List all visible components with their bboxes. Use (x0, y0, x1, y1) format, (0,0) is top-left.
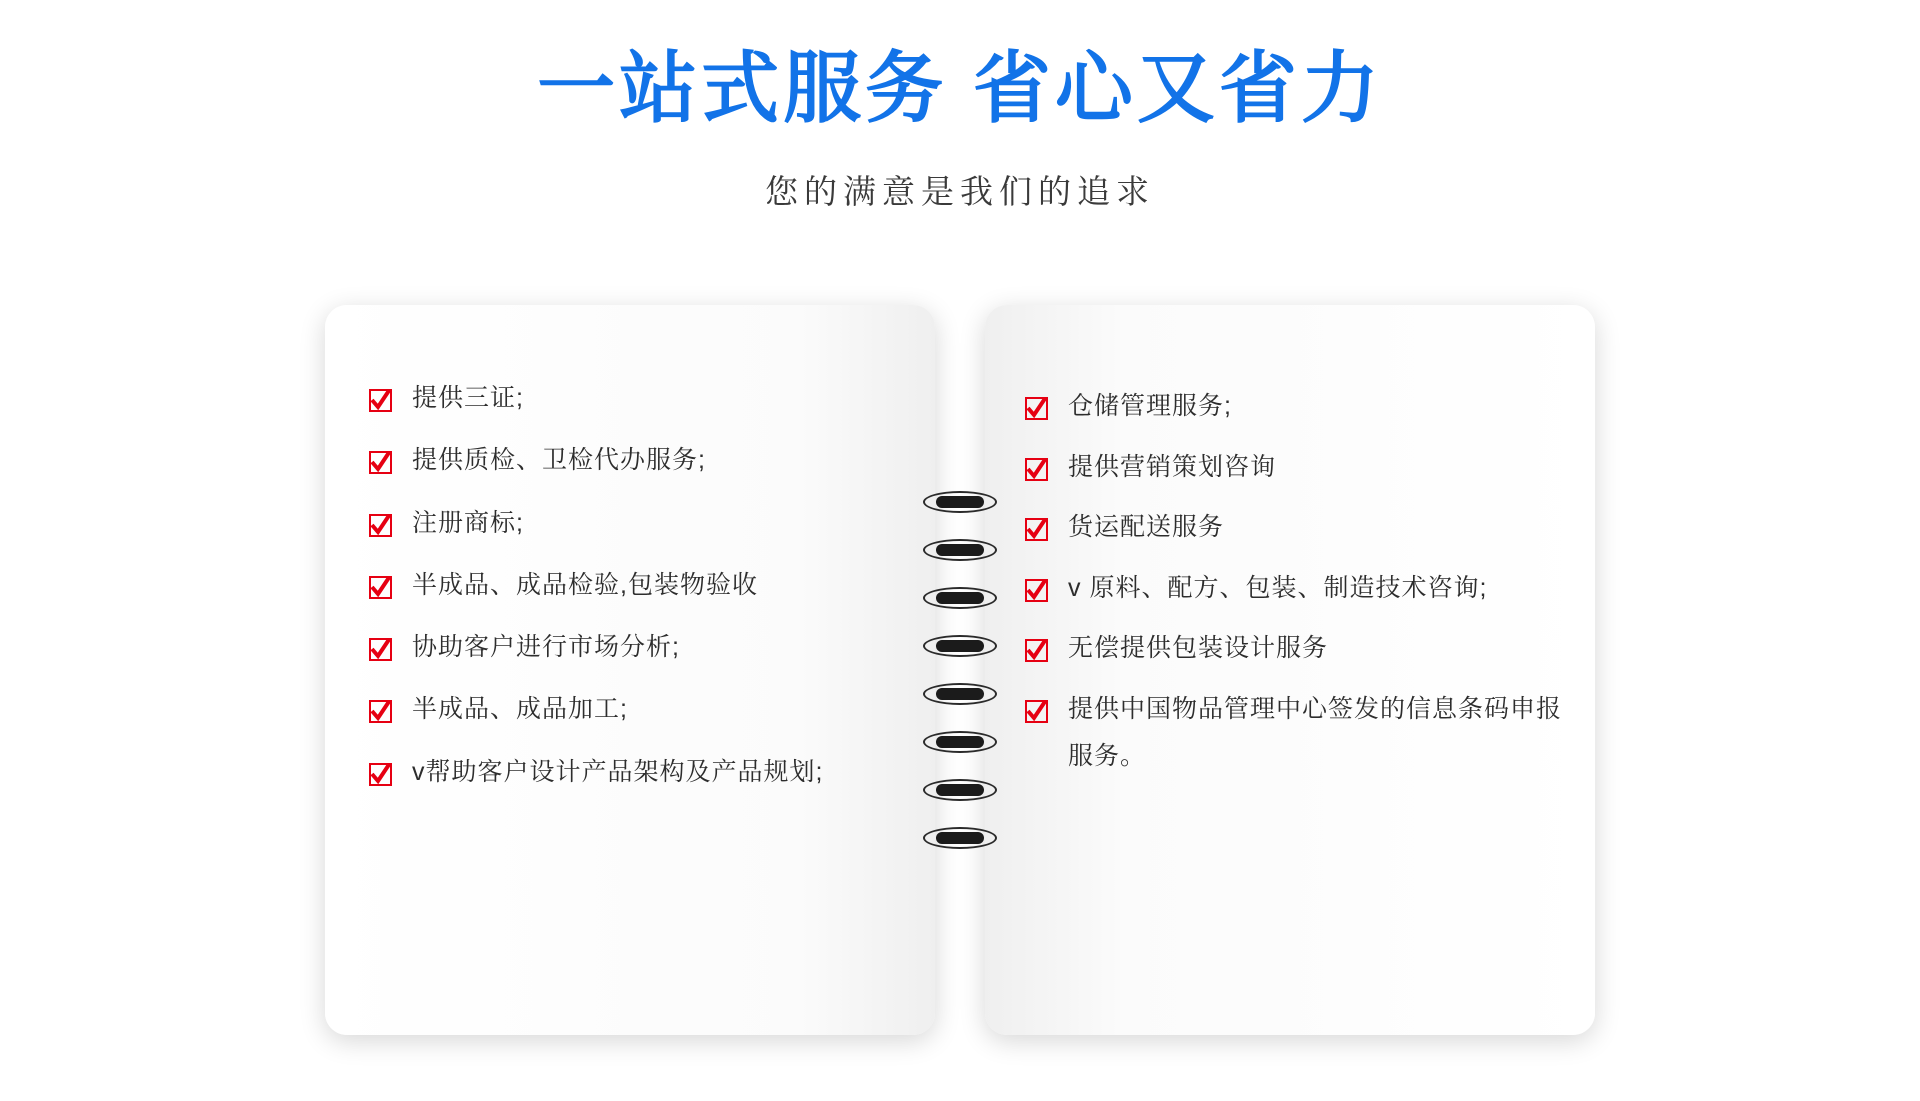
right-service-list (1025, 383, 1579, 794)
notebook (325, 305, 1595, 1045)
checkbox-checked-icon (369, 514, 392, 537)
binder-ring-icon (923, 539, 997, 561)
list-item-label: 半成品、成品加工; (412, 695, 628, 724)
notebook-right-page (985, 305, 1595, 1035)
list-item (1025, 444, 1579, 492)
list-item (369, 632, 913, 663)
left-service-list (369, 383, 913, 819)
list-item-label: 提供营销策划咨询 (1068, 452, 1277, 481)
list-item-label: 仓储管理服务; (1068, 392, 1232, 420)
list-item-label: v帮助客户设计产品架构及产品规划; (412, 757, 824, 786)
checkbox-checked-icon (1025, 579, 1048, 602)
page-title: 一站式服务 省心又省力 (537, 44, 1383, 132)
list-item-label: 半成品、成品检验,包装物验收 (412, 570, 758, 599)
list-item-label: 提供三证; (412, 384, 524, 412)
notebook-left-page (325, 305, 935, 1035)
checkbox-checked-icon (1025, 700, 1048, 723)
list-item (1025, 383, 1579, 431)
checkbox-checked-icon (369, 638, 392, 661)
binder-ring-icon (923, 731, 997, 753)
list-item (369, 757, 913, 788)
header (0, 0, 1920, 213)
list-item (369, 694, 913, 725)
checkbox-checked-icon (369, 700, 392, 723)
list-item-label: 注册商标; (412, 508, 524, 537)
list-item-label: 提供质检、卫检代办服务; (412, 446, 706, 475)
checkbox-checked-icon (369, 389, 392, 412)
checkbox-checked-icon (369, 763, 392, 786)
list-item-label: 协助客户进行市场分析; (412, 633, 680, 661)
binder-ring-icon (923, 587, 997, 609)
list-item-label: 货运配送服务 (1068, 513, 1225, 541)
binder-ring-icon (923, 779, 997, 801)
page-subtitle: 您的满意是我们的追求 (765, 172, 1155, 210)
checkbox-checked-icon (1025, 518, 1048, 541)
checkbox-checked-icon (1025, 639, 1048, 662)
binder-ring-icon (923, 491, 997, 513)
list-item-label: v 原料、配方、包装、制造技术咨询; (1068, 573, 1488, 602)
notebook-spine (935, 305, 985, 1035)
list-item (1025, 686, 1579, 781)
list-item-label: 提供中国物品管理中心签发的信息条码申报服务。 (1068, 694, 1563, 770)
list-item (1025, 565, 1579, 613)
binder-ring-icon (923, 827, 997, 849)
binder-ring-icon (923, 635, 997, 657)
list-item (369, 570, 913, 601)
list-item (369, 508, 913, 539)
checkbox-checked-icon (1025, 397, 1048, 420)
list-item (1025, 625, 1579, 673)
list-item-label: 无偿提供包装设计服务 (1068, 634, 1329, 662)
list-item (369, 383, 913, 414)
checkbox-checked-icon (1025, 458, 1048, 481)
list-item (369, 445, 913, 476)
checkbox-checked-icon (369, 576, 392, 599)
checkbox-checked-icon (369, 451, 392, 474)
binder-ring-icon (923, 683, 997, 705)
list-item (1025, 504, 1579, 552)
